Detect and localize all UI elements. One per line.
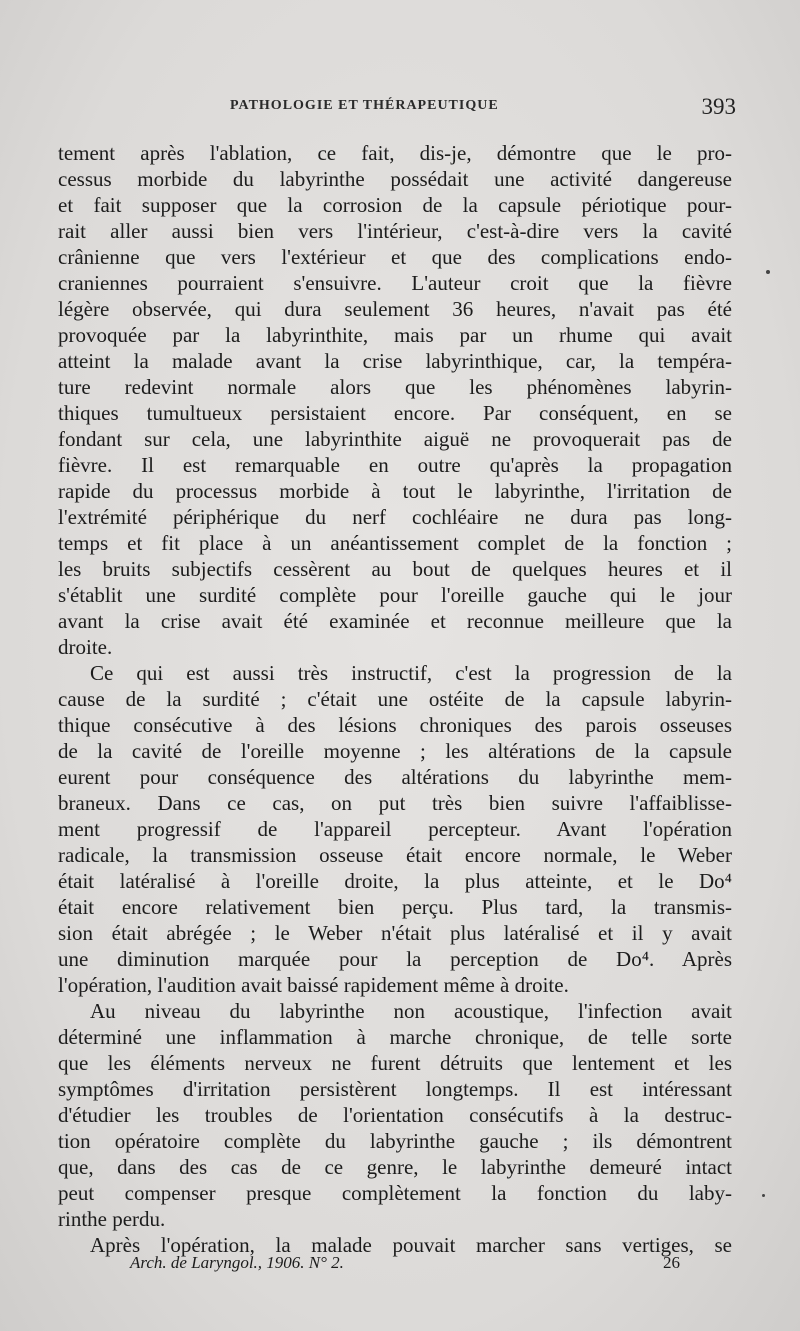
text-line: peut compenser presque complètement la fonction du laby- <box>58 1181 732 1205</box>
text-line: rait aller aussi bien vers l'intérieur, c'est-à-dire vers la cavité <box>58 219 732 243</box>
text-line: rinthe perdu. <box>58 1207 166 1231</box>
text-line: les bruits subjectifs cessèrent au bout de quelques heures et il <box>58 557 732 581</box>
signature-mark: 26 <box>663 1253 680 1272</box>
text-line: radicale, la transmission osseuse était encore normale, le Weber <box>58 843 732 867</box>
text-line: craniennes pourraient s'ensuivre. L'auteur croit que la fièvre <box>58 271 732 295</box>
text-line: tement après l'ablation, ce fait, dis-je, démontre que le pro- <box>58 141 732 165</box>
text-line: fièvre. Il est remarquable en outre qu'après la propagation <box>58 453 732 477</box>
text-line: fondant sur cela, une labyrinthite aiguë ne provoquerait pas de <box>58 427 732 451</box>
text-line: ment progressif de l'appareil percepteur. Avant l'opération <box>58 817 732 841</box>
text-line: d'étudier les troubles de l'orientation consécutifs à la destruc- <box>58 1103 732 1127</box>
text-line: l'extrémité périphérique du nerf cochléaire ne dura pas long- <box>58 505 732 529</box>
running-title: PATHOLOGIE ET THÉRAPEUTIQUE <box>230 98 499 113</box>
text-line: thiques tumultueux persistaient encore. Par conséquent, en se <box>58 401 732 425</box>
text-line: de la cavité de l'oreille moyenne ; les altérations de la capsule <box>58 739 732 763</box>
page-footer <box>130 1253 680 1277</box>
text-line: temps et fit place à un anéantissement complet de la fonction ; <box>58 531 732 555</box>
text-line: symptômes d'irritation persistèrent longtemps. Il est intéressant <box>58 1077 732 1101</box>
text-line: sion était abrégée ; le Weber n'était plus latéralisé et il y avait <box>58 921 732 945</box>
text-line: l'opération, l'audition avait baissé rapidement même à droite. <box>58 973 569 997</box>
ink-speck <box>766 270 770 274</box>
text-line: et fait supposer que la corrosion de la capsule périotique pour- <box>58 193 732 217</box>
text-line: eurent pour conséquence des altérations du labyrinthe mem- <box>58 765 732 789</box>
text-line: rapide du processus morbide à tout le labyrinthe, l'irritation de <box>58 479 732 503</box>
text-line: cause de la surdité ; c'était une ostéite de la capsule labyrin- <box>58 687 732 711</box>
text-line: braneux. Dans ce cas, on put très bien suivre l'affaiblisse- <box>58 791 732 815</box>
text-line: tion opératoire complète du labyrinthe gauche ; ils démontrent <box>58 1129 732 1153</box>
page-number: 393 <box>701 94 736 119</box>
text-line: ture redevint normale alors que les phénomènes labyrin- <box>58 375 732 399</box>
text-line: Ce qui est aussi très instructif, c'est la progression de la <box>90 661 732 685</box>
text-line: crânienne que vers l'extérieur et que des complications endo- <box>58 245 732 269</box>
text-line: thique consécutive à des lésions chroniques des parois osseuses <box>58 713 732 737</box>
text-line: droite. <box>58 635 113 659</box>
text-line: déterminé une inflammation à marche chronique, de telle sorte <box>58 1025 732 1049</box>
text-line: atteint la malade avant la crise labyrinthique, car, la tempéra- <box>58 349 732 373</box>
text-line: une diminution marquée pour la perception de Do⁴. Après <box>58 947 732 971</box>
text-line: Après l'opération, la malade pouvait marcher sans vertiges, se <box>90 1233 732 1257</box>
text-line: était encore relativement bien perçu. Plus tard, la transmis- <box>58 895 732 919</box>
text-line: que les éléments nerveux ne furent détruits que lentement et les <box>58 1051 732 1075</box>
text-line: que, dans des cas de ce genre, le labyrinthe demeuré intact <box>58 1155 732 1179</box>
text-line: cessus morbide du labyrinthe possédait une activité dangereuse <box>58 167 732 191</box>
text-line: était latéralisé à l'oreille droite, la plus atteinte, et le Do⁴ <box>58 869 732 893</box>
text-line: Au niveau du labyrinthe non acoustique, l'infection avait <box>90 999 732 1023</box>
text-line: avant la crise avait été examinée et reconnue meilleure que la <box>58 609 732 633</box>
text-line: légère observée, qui dura seulement 36 heures, n'avait pas été <box>58 297 732 321</box>
text-line: provoquée par la labyrinthite, mais par un rhume qui avait <box>58 323 732 347</box>
page-header <box>60 94 736 122</box>
ink-speck <box>762 1194 765 1197</box>
body-text <box>58 140 732 1258</box>
journal-reference: Arch. de Laryngol., 1906. N° 2. <box>130 1253 344 1272</box>
text-line: s'établit une surdité complète pour l'oreille gauche qui le jour <box>58 583 732 607</box>
